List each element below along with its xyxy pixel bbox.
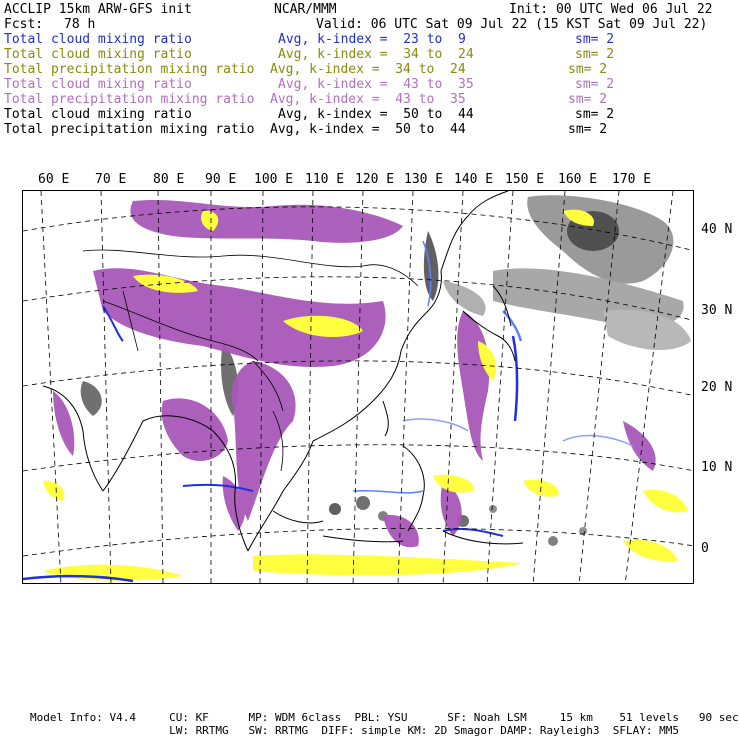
field-row-name: Total precipitation mixing ratio <box>4 122 255 137</box>
field-row-avg: Avg, k-index = 50 to 44 <box>278 107 474 122</box>
field-row-name: Total precipitation mixing ratio <box>4 62 255 77</box>
field-row-sm: sm= 2 <box>568 62 608 77</box>
latitude-label: 0 <box>701 541 709 556</box>
organization-label: NCAR/MMM <box>274 2 337 17</box>
init-time: Init: 00 UTC Wed 06 Jul 22 <box>509 2 713 17</box>
model-title: ACCLIP 15km ARW-GFS init <box>4 2 192 17</box>
longitude-label: 90 E <box>205 172 237 187</box>
longitude-label: 110 E <box>305 172 345 187</box>
forecast-label: Fcst: <box>4 17 44 32</box>
longitude-label: 60 E <box>38 172 70 187</box>
field-row-sm: sm= 2 <box>568 92 608 107</box>
latitude-label: 10 N <box>701 460 733 475</box>
longitude-label: 70 E <box>95 172 127 187</box>
longitude-label: 130 E <box>404 172 444 187</box>
map-panel <box>22 190 694 584</box>
field-row-avg: Avg, k-index = 50 to 44 <box>270 122 466 137</box>
longitude-label: 160 E <box>558 172 598 187</box>
latitude-label: 40 N <box>701 222 733 237</box>
field-row-sm: sm= 2 <box>575 107 615 122</box>
longitude-label: 100 E <box>254 172 294 187</box>
longitude-label: 120 E <box>355 172 395 187</box>
field-row-sm: sm= 2 <box>575 32 615 47</box>
latitude-label: 20 N <box>701 380 733 395</box>
field-row-avg: Avg, k-index = 34 to 24 <box>278 47 474 62</box>
field-row-name: Total cloud mixing ratio <box>4 77 192 92</box>
model-info-line: Model Info: V4.4 CU: KF MP: WDM 6class PBL: YSU SF: Noah LSM 15 km 51 levels 90 sec <box>30 711 739 724</box>
field-row-sm: sm= 2 <box>575 77 615 92</box>
model-physics-line: LW: RRTMG SW: RRTMG DIFF: simple KM: 2D Smagor DAMP: Rayleigh3 SFLAY: MM5 <box>30 724 680 737</box>
field-row-name: Total cloud mixing ratio <box>4 107 192 122</box>
field-row-name: Total cloud mixing ratio <box>4 32 192 47</box>
field-row-avg: Avg, k-index = 43 to 35 <box>270 92 466 107</box>
field-row-sm: sm= 2 <box>575 47 615 62</box>
field-row-name: Total cloud mixing ratio <box>4 47 192 62</box>
longitude-label: 150 E <box>505 172 545 187</box>
map-graphic <box>23 191 694 584</box>
field-row-sm: sm= 2 <box>568 122 608 137</box>
field-row-name: Total precipitation mixing ratio <box>4 92 255 107</box>
valid-time: Valid: 06 UTC Sat 09 Jul 22 (15 KST Sat 09 Jul 22) <box>316 17 708 32</box>
field-row-avg: Avg, k-index = 23 to 9 <box>278 32 466 47</box>
longitude-label: 170 E <box>612 172 652 187</box>
latitude-label: 30 N <box>701 303 733 318</box>
forecast-hours: 78 h <box>64 17 96 32</box>
gray-cloud-layer <box>81 195 691 546</box>
longitude-label: 80 E <box>153 172 185 187</box>
longitude-label: 140 E <box>454 172 494 187</box>
field-row-avg: Avg, k-index = 34 to 24 <box>270 62 466 77</box>
field-row-avg: Avg, k-index = 43 to 35 <box>278 77 474 92</box>
